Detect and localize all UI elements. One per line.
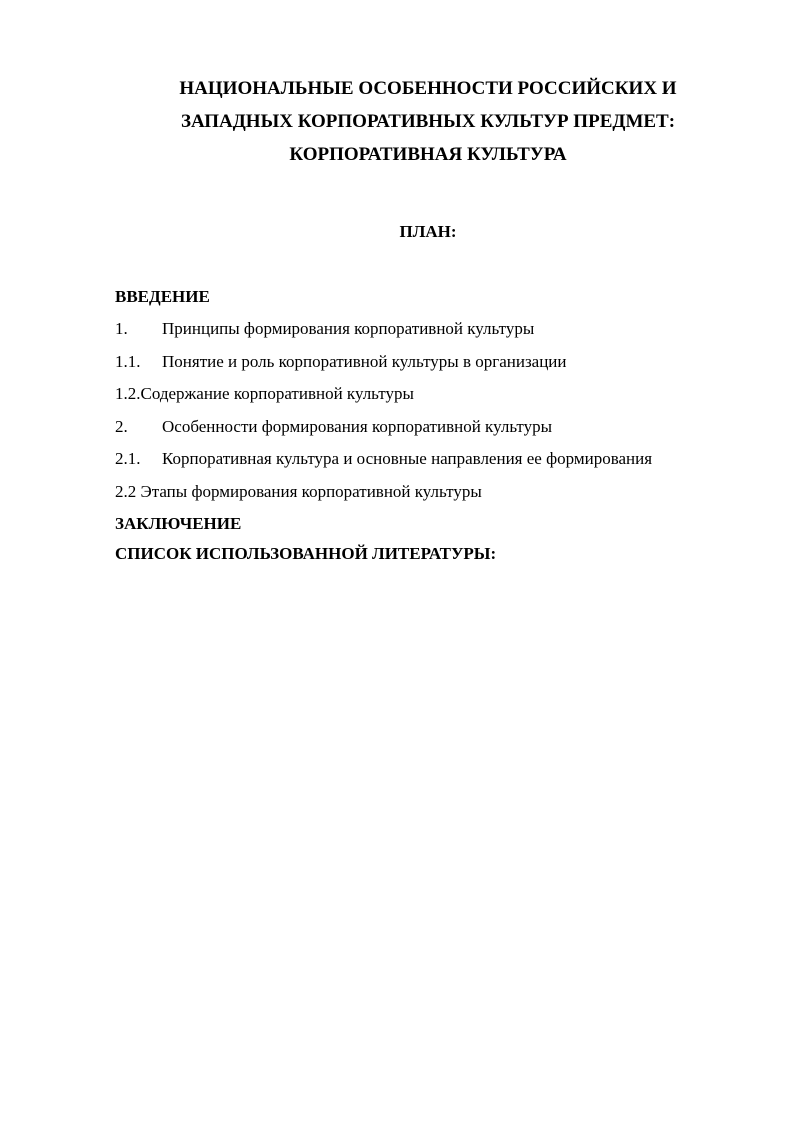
toc-item-text: Понятие и роль корпоративной культуры в организации [162,351,567,371]
toc-item-text: 2.2 Этапы формирования корпоративной культуры [115,481,482,501]
toc-item-2-1 [115,448,755,481]
title-line-1: НАЦИОНАЛЬНЫЕ ОСОБЕННОСТИ РОССИЙСКИХ И [179,78,677,99]
toc-item-1 [115,318,755,351]
toc-item-1-1 [115,351,755,384]
toc-item-2 [115,416,755,449]
toc-item-number: 1. [115,319,128,338]
toc-item-text: Особенности формирования корпоративной культуры [162,416,553,436]
toc-item-1-2 [115,383,755,416]
toc-item-number: 2. [115,416,128,436]
toc-item-2-2 [115,481,755,514]
title-line-3: КОРПОРАТИВНАЯ КУЛЬТУРА [289,144,567,165]
toc-item-text: Корпоративная культура и основные направления ее формирования [162,449,653,468]
table-of-contents [115,286,755,576]
title-line-2: ЗАПАДНЫХ КОРПОРАТИВНЫХ КУЛЬТУР ПРЕДМЕТ: [180,111,676,132]
toc-bibliography: СПИСОК ИСПОЛЬЗОВАННОЙ ЛИТЕРАТУРЫ: [115,544,497,563]
toc-item-number: 1.1. [115,351,141,371]
toc-introduction: ВВЕДЕНИЕ [115,287,210,306]
toc-item-text: 1.2.Содержание корпоративной культуры [115,384,414,403]
plan-heading: ПЛАН: [399,222,457,241]
toc-conclusion: ЗАКЛЮЧЕНИЕ [115,514,242,533]
toc-item-number: 2.1. [115,449,141,468]
document-title [100,72,756,171]
toc-item-text: Принципы формирования корпоративной культуры [162,319,535,338]
